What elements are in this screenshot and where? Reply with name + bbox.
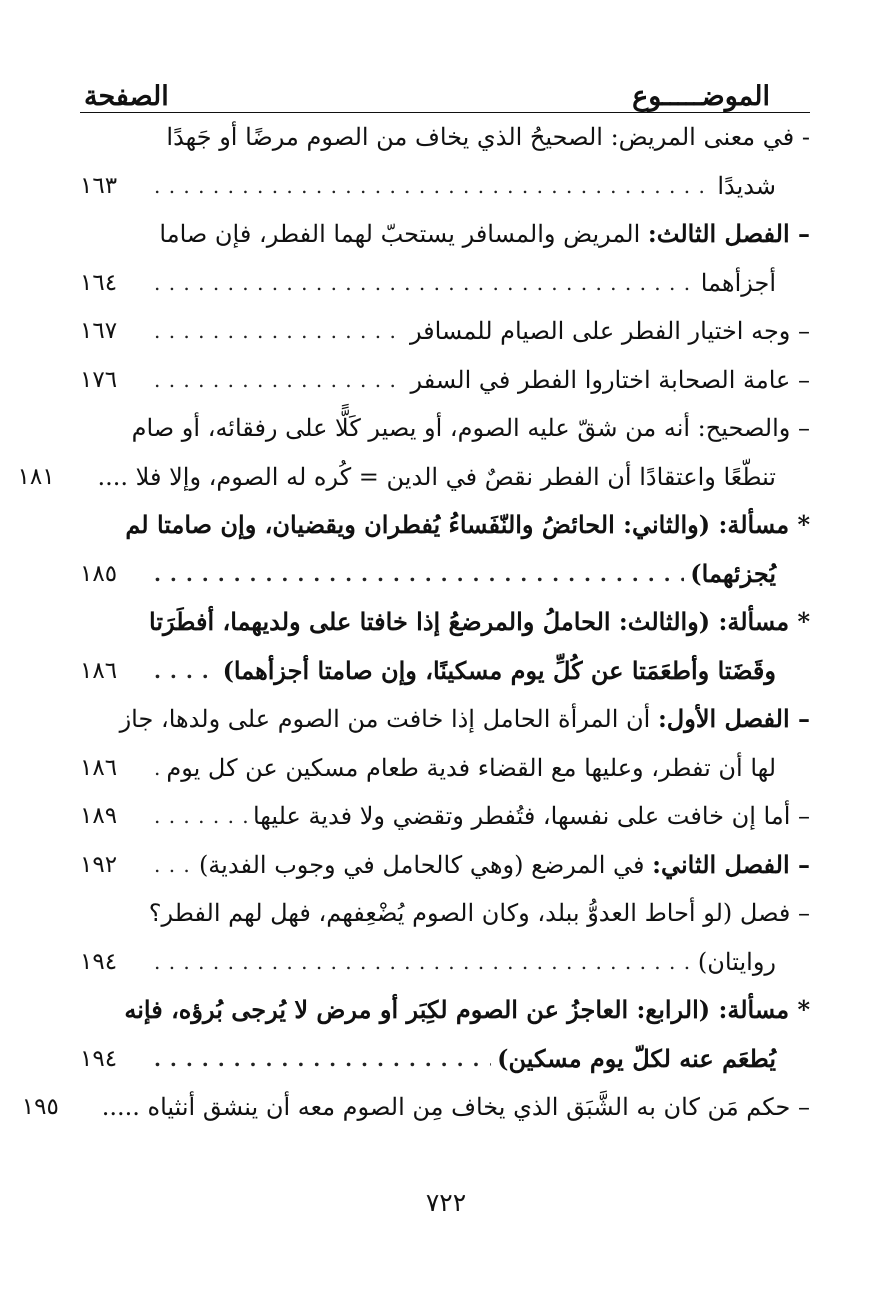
entry-page-number: ١٧٦ xyxy=(80,366,118,393)
entry-body: * مسألة: (والثالث: الحاملُ والمرضعُ إذا خافتا على ولديهما، أفطَرَتا xyxy=(149,607,810,636)
entry-page-number: ١٦٤ xyxy=(80,269,118,296)
entry-body: - في معنى المريض: الصحيحُ الذي يخاف من الصوم مرضًا أو جَهدًا xyxy=(166,123,810,151)
index-line xyxy=(80,647,810,696)
index-line xyxy=(80,938,810,987)
entry-section-label: – الفصل الثاني: xyxy=(652,849,810,879)
entry-page-number: ١٩٢ xyxy=(80,851,118,878)
index-line xyxy=(80,501,810,550)
dot-leader xyxy=(154,1035,491,1084)
entry-text xyxy=(166,744,776,793)
entry-text xyxy=(698,938,776,987)
entry-text xyxy=(166,113,810,162)
entry-text xyxy=(497,1035,776,1084)
index-line xyxy=(80,841,810,890)
index-line xyxy=(21,1083,810,1132)
entry-body: – والصحيح: أنه من شقّ عليه الصوم، أو يصير كَلًّا على رفقائه، أو صام xyxy=(131,414,810,442)
page-number: ٧٢٢ xyxy=(425,1188,467,1217)
index-line xyxy=(80,404,810,453)
index-page xyxy=(17,66,810,1132)
entry-text xyxy=(199,841,810,890)
entry-body: * مسألة: (والثاني: الحائضُ والنّفَساءُ يُفطران ويقضيان، وإن صامتا لم xyxy=(125,510,810,539)
entry-section-label: – الفصل الأول: xyxy=(657,704,810,733)
index-line xyxy=(80,695,810,744)
entry-page-number: ١٩٤ xyxy=(80,1045,118,1072)
entry-body: لها أن تفطر، وعليها مع القضاء فدية طعام مسكين عن كل يوم xyxy=(166,753,776,782)
entry-body: يُطعَم عنه لكلّ يوم مسكين) xyxy=(497,1043,776,1073)
entry-text xyxy=(253,792,810,841)
index-line xyxy=(80,744,810,793)
index-line xyxy=(80,113,810,162)
entry-text xyxy=(717,162,776,211)
entry-page-number: ١٩٥ xyxy=(21,1094,59,1120)
index-entries xyxy=(17,113,810,1132)
column-header xyxy=(80,66,810,113)
entry-body: يُجزئهما) xyxy=(690,558,776,588)
entry-body: * مسألة: (الرابع: العاجزُ عن الصوم لكِبَر أو مرض لا يُرجى بُرؤه، فإنه xyxy=(124,995,810,1024)
entry-text xyxy=(690,550,776,599)
entry-text xyxy=(102,1083,810,1132)
index-line xyxy=(80,162,810,211)
entry-text xyxy=(98,453,776,502)
entry-page-number: ١٨٦ xyxy=(80,754,118,781)
dot-leader xyxy=(154,792,247,841)
dot-leader xyxy=(154,550,684,599)
dot-leader xyxy=(154,647,217,696)
entry-body: في المرضع (وهي كالحامل في وجوب الفدية) xyxy=(198,850,653,879)
index-line xyxy=(80,889,810,938)
index-line xyxy=(17,453,810,502)
entry-body: شديدًا xyxy=(717,171,776,200)
entry-text xyxy=(120,695,810,744)
dot-leader xyxy=(154,744,160,793)
entry-text xyxy=(132,404,810,453)
index-line xyxy=(80,598,810,647)
dot-leader xyxy=(154,307,404,356)
entry-page-number: ١٨٦ xyxy=(80,657,118,684)
entry-body: المريض والمسافر يستحبّ لهما الفطر، فإن صاما xyxy=(159,220,648,248)
dot-leader xyxy=(154,841,193,890)
entry-body: – عامة الصحابة اختاروا الفطر في السفر xyxy=(410,365,810,394)
entry-body: – حكم مَن كان به الشَّبَق الذي يخاف مِن الصوم معه أن ينشق أنثياه ..... xyxy=(101,1093,810,1121)
entry-text xyxy=(124,986,810,1035)
index-line xyxy=(80,210,810,259)
entry-page-number: ١٨١ xyxy=(17,463,55,490)
entry-text xyxy=(125,501,810,550)
index-line xyxy=(80,792,810,841)
index-line xyxy=(80,1035,810,1084)
index-line xyxy=(80,259,810,308)
dot-leader xyxy=(154,162,711,211)
index-line xyxy=(80,356,810,405)
entry-body: أجزأهما xyxy=(700,268,776,297)
entry-page-number: ١٦٧ xyxy=(80,318,118,344)
entry-page-number: ١٩٤ xyxy=(80,948,118,975)
entry-text xyxy=(411,356,810,405)
topic-column-label: الموضـــــوع xyxy=(632,81,770,112)
entry-page-number: ١٨٩ xyxy=(80,803,118,829)
entry-page-number: ١٨٥ xyxy=(80,560,118,587)
page-column-label: الصفحة xyxy=(84,81,169,112)
entry-text xyxy=(149,598,810,647)
entry-text xyxy=(410,307,810,356)
entry-text xyxy=(159,210,810,259)
entry-page-number: ١٦٣ xyxy=(80,172,118,199)
entry-text xyxy=(223,647,776,696)
dot-leader xyxy=(154,356,405,405)
index-line xyxy=(80,550,810,599)
entry-body: أن المرأة الحامل إذا خافت من الصوم على ولدها، جاز xyxy=(119,705,658,733)
entry-text xyxy=(149,889,810,938)
index-line xyxy=(80,986,810,1035)
entry-body: وقَضَتا وأطعَمَتا عن كُلِّ يوم مسكينًا، وإن صامتا أجزأهما) xyxy=(222,655,776,685)
entry-body: – وجه اختيار الفطر على الصيام للمسافر xyxy=(409,317,810,345)
entry-body: تنطّعًا واعتقادًا أن الفطر نقصٌ في الدين = كُره له الصوم، وإلا فلا .... xyxy=(97,462,776,491)
entry-text xyxy=(701,259,776,308)
index-line xyxy=(80,307,810,356)
entry-body: روايتان) xyxy=(697,947,776,976)
dot-leader xyxy=(154,938,692,987)
dot-leader xyxy=(154,259,695,308)
entry-body: – أما إن خافت على نفسها، فتُفطر وتقضي ولا فدية عليها xyxy=(252,802,810,830)
entry-body: – فصل (لو أحاط العدوُّ ببلد، وكان الصوم يُضْعِفهم، فهل لهم الفطر؟ xyxy=(148,899,810,927)
entry-section-label: – الفصل الثالث: xyxy=(647,219,810,248)
